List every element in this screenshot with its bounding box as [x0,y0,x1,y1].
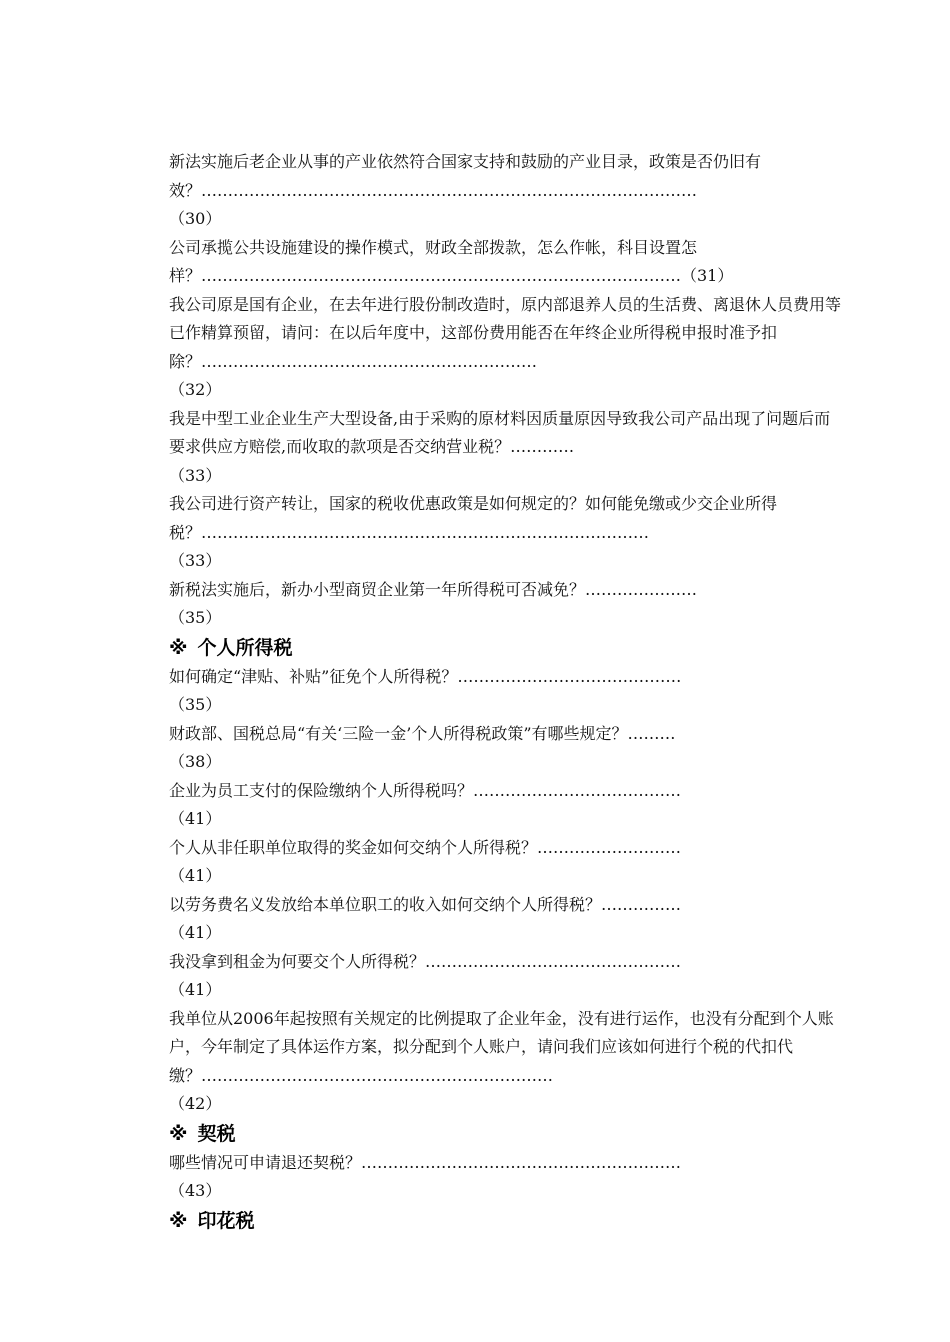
section-heading-personal-income-tax [169,633,841,663]
toc-page-number: （35） [169,608,222,627]
toc-page-number: （30） [169,209,222,228]
toc-page-number: （43） [169,1181,222,1200]
toc-entry[interactable] [169,490,841,576]
toc-entry[interactable] [169,891,841,948]
toc-question: 我是中型工业企业生产大型设备,由于采购的原材料因质量原因导致我公司产品出现了问题后而要求供应方赔偿,而收取的款项是否交纳营业税？………… [169,408,831,456]
section-heading-stamp-tax [169,1206,841,1236]
toc-entry[interactable] [169,148,841,234]
toc-entry[interactable] [169,720,841,777]
toc-entry[interactable] [169,576,841,633]
toc-page-number: （41） [169,809,222,828]
toc-question: 哪些情况可申请退还契税？…………………………………………………… [169,1152,682,1172]
toc-entry[interactable] [169,663,841,720]
toc-question: 我没拿到租金为何要交个人所得税？………………………………………… [169,951,682,971]
toc-entry[interactable] [169,291,841,405]
reference-mark-icon: ※ [169,1122,188,1145]
toc-page-number: （41） [169,866,222,885]
toc-entry[interactable] [169,777,841,834]
toc-page-number: （33） [169,551,222,570]
toc-entry[interactable] [169,948,841,1005]
toc-entry[interactable] [169,234,841,291]
toc-question: 如何确定“津贴、补贴”征免个人所得税？…………………………………… [169,666,682,686]
section-title: 契税 [197,1122,236,1145]
toc-question: 财政部、国税总局“有关‘三险一金’个人所得税政策”有哪些规定？……… [169,723,676,743]
toc-question: 公司承揽公共设施建设的操作模式，财政全部拨款，怎么作帐，科目设置怎样？………………………………………………………………………………（31） [169,237,734,285]
section-title: 印花税 [197,1209,255,1232]
toc-question: 我单位从2006年起按照有关规定的比例提取了企业年金，没有进行运作，也没有分配到个人账户，今年制定了具体运作方案，拟分配到个人账户，请问我们应该如何进行个税的代扣代缴？………………………………………………………… [169,1008,834,1085]
toc-question: 我公司进行资产转让，国家的税收优惠政策是如何规定的？如何能免缴或少交企业所得税？………………………………………………………………………… [169,494,778,542]
toc-page-number: （35） [169,695,222,714]
section-title: 个人所得税 [197,636,293,659]
toc-question: 新税法实施后，新办小型商贸企业第一年所得税可否减免？………………… [169,579,698,599]
toc-entry[interactable] [169,834,841,891]
toc-question: 我公司原是国有企业，在去年进行股份制改造时，原内部退养人员的生活费、离退休人员费用等已作精算预留，请问：在以后年度中，这部份费用能否在年终企业所得税申报时准予扣除？……………………………………………………… [169,294,842,371]
section-heading-deed-tax [169,1119,841,1149]
toc-entry[interactable] [169,405,841,491]
toc-question: 以劳务费名义发放给本单位职工的收入如何交纳个人所得税？…………… [169,894,682,914]
reference-mark-icon: ※ [169,1209,188,1232]
toc-page-number: （32） [169,380,222,399]
toc-page-number: （42） [169,1094,222,1113]
toc-page-number: （33） [169,465,222,485]
toc-page-number: （38） [169,752,222,771]
toc-page-number: （41） [169,923,222,942]
toc-entry[interactable] [169,1005,841,1119]
toc-page-number: （41） [169,980,222,999]
toc-question: 企业为员工支付的保险缴纳个人所得税吗？………………………………… [169,780,682,800]
reference-mark-icon: ※ [169,636,188,659]
toc-question: 个人从非任职单位取得的奖金如何交纳个人所得税？……………………… [169,837,682,857]
toc-question: 新法实施后老企业从事的产业依然符合国家支持和鼓励的产业目录，政策是否仍旧有效？………………………………………………………………………………… [169,152,762,200]
toc-content [169,148,841,1236]
toc-entry[interactable] [169,1149,841,1206]
